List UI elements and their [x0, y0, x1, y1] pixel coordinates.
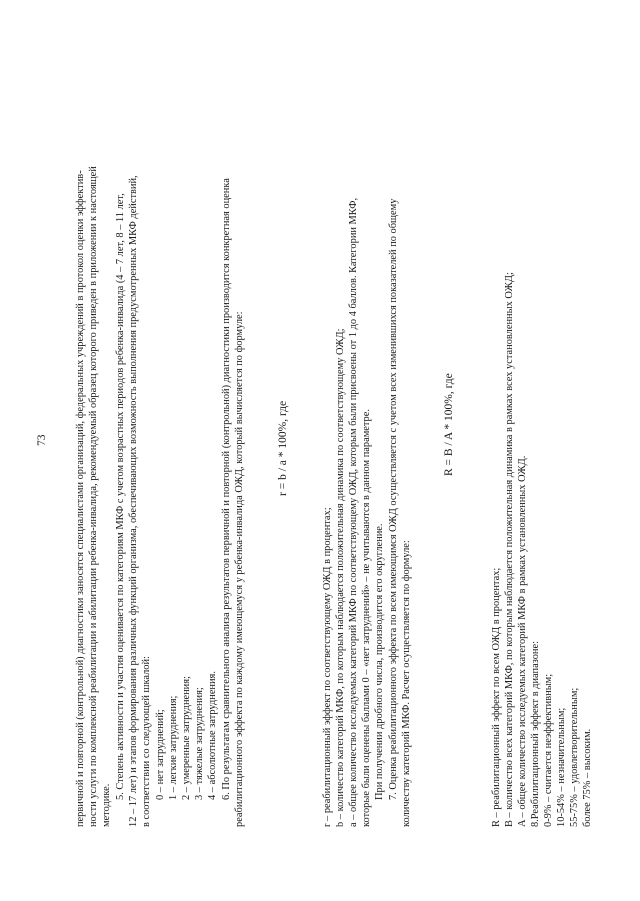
definition-line: B – количество всех категорий МКФ, по которым наблюдается положительная динамика в рамках всех установленных ОЖД;: [504, 272, 515, 827]
paragraph-line: реабилитационного эффекта по каждому имеющемуся у ребенка-инвалида ОЖД, который вычисляется по формуле:: [234, 311, 245, 827]
paragraph-line: 7. Оценка реабилитационного эффекта по всем имеющимся ОЖД осуществляется с учетом всех изменившихся показателей по общему: [388, 198, 399, 800]
paragraph-line: первичной и повторной (контрольной) диагностики заносятся специалистами организаций, федеральных учреждений в протокол оценки эффектив-: [75, 170, 86, 827]
scale-item: 0 – нет затруднений;: [155, 709, 166, 800]
scale-item: 2 – умеренные затруднения;: [181, 676, 192, 800]
scale-item: 4 – абсолютные затруднения.: [207, 671, 218, 800]
definition-line: r – реабилитационный эффект по соответствующему ОЖД в процентах;: [322, 507, 333, 827]
range-item: более 75% – высоким.: [582, 728, 593, 827]
paragraph-line: При получении дробного числа, производится его округление.: [374, 523, 385, 800]
scale-item: 1 – легкие затруднения;: [168, 695, 179, 800]
formula-r: r = b / a * 100%, где: [277, 400, 289, 496]
definition-line: A – общее количество исследуемых категорий МКФ в рамках установленных ОЖД.: [517, 455, 528, 827]
formula-R: R = B / A * 100%, где: [443, 373, 455, 476]
paragraph-line: 6. По результатам сравнительного анализа результатов первичной и повторной (контрольной) диагностики производится конкретная оценка: [221, 178, 232, 800]
paragraph-line: количеству категорий МКФ. Расчет осуществляется по формуле:: [401, 540, 412, 827]
definition-line: a – общее количество исследуемых категорий МКФ по соответствующему ОЖД, которым были присвоены от 1 до 4 баллов. Категории МКФ,: [348, 197, 359, 827]
range-item: 55-75% – удовлетворительным;: [569, 687, 580, 827]
range-item: 0-9% – считается неэффективным;: [543, 673, 554, 827]
range-item: 10-54% – незначительным;: [556, 707, 567, 827]
paragraph-line: в соответствии со следующей шкалой:: [141, 656, 152, 827]
paragraph-line: которые были оценены баллами 0 – «нет затруднений» – не учитываются в данном параметре.: [361, 409, 372, 827]
definition-line: R – реабилитационный эффект по всем ОЖД в процентах;: [491, 567, 502, 827]
paragraph-line: 12 – 17 лет) и этапов формирования различных функций организма, обеспечивающих возможность выполнения предусмотренных МКФ действий,: [128, 175, 139, 827]
paragraph-line: 5. Степень активности и участия оценивается по категориям МКФ с учетом возрастных периодов ребенка-инвалида (4 – 7 лет, 8 – 11 лет,: [115, 193, 126, 800]
paragraph-line: методике.: [101, 783, 112, 827]
paragraph-line: ности услуги по комплексной реабилитации и абилитации ребенка-инвалида, рекомендуемый образец которого приведен в приложении к настоящей: [88, 166, 99, 827]
scale-item: 3 – тяжелые затруднения;: [194, 687, 205, 800]
page-number: 73: [36, 434, 48, 446]
definition-line: b – количество категорий МКФ, по которым наблюдается положительная динамика по соответствующему ОЖД;: [335, 328, 346, 827]
paragraph-line: 8.Реабилитационный эффект в диапазоне:: [530, 641, 541, 827]
